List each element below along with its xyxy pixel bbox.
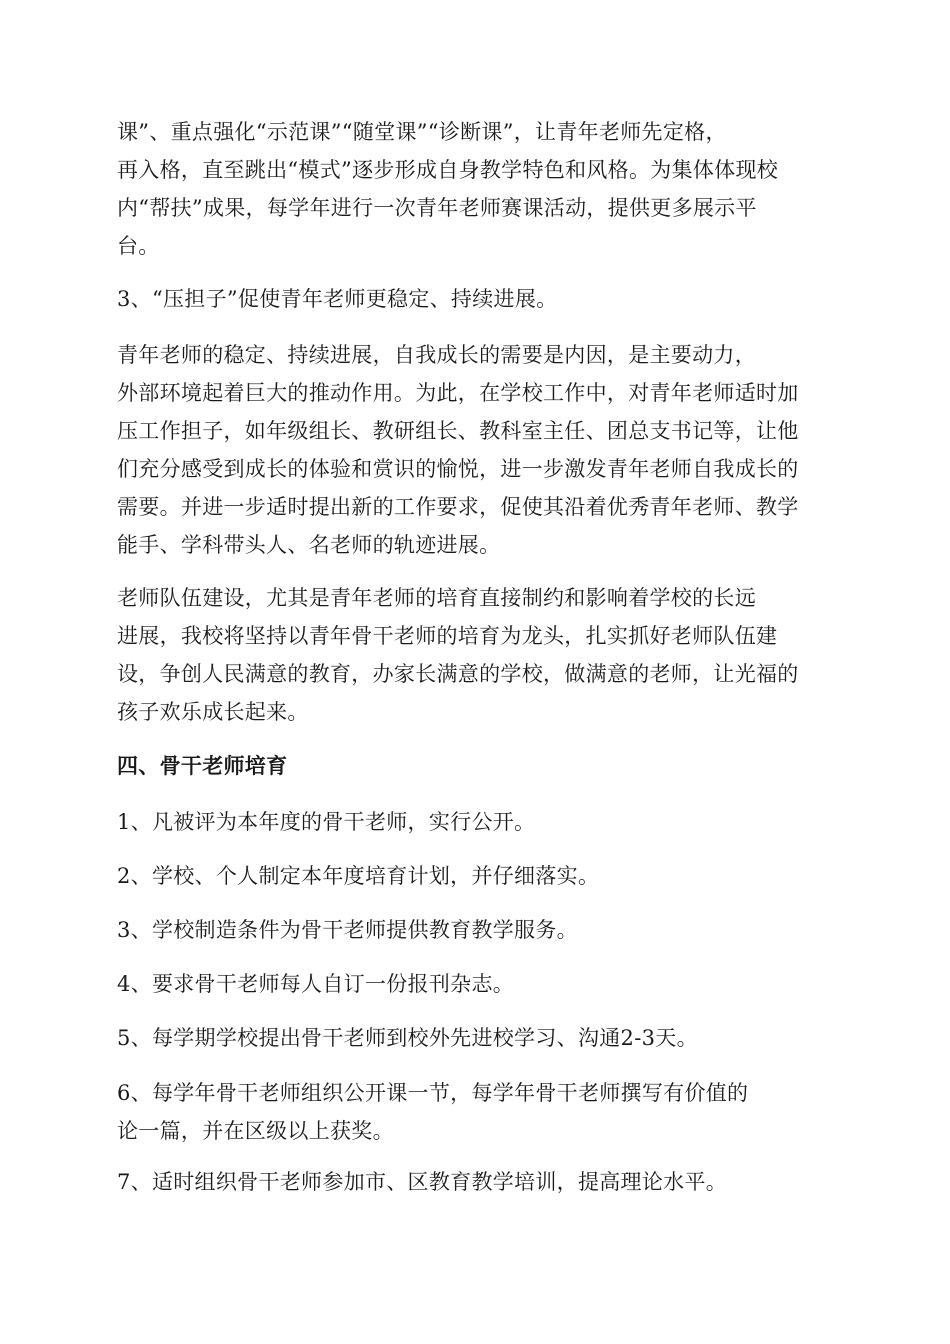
text-line: 能手、学科带头人、名老师的轨迹进展。 xyxy=(117,533,501,557)
text-line: 需要。并进一步适时提出新的工作要求，促使其沿着优秀青年老师、教学 xyxy=(117,495,799,519)
text-line: 5、每学期学校提出骨干老师到校外先进校学习、沟通2-3天。 xyxy=(117,1026,698,1050)
paragraph-item-3-burden xyxy=(117,280,837,318)
text-line: 台。 xyxy=(117,234,160,258)
text-line: 4、要求骨干老师每人自订一份报刊杂志。 xyxy=(117,972,515,996)
text-line: 课”、重点强化“示范课”“随堂课”“诊断课”，让青年老师先定格， xyxy=(117,120,727,144)
list-item-5 xyxy=(117,1019,837,1057)
text-line: 外部环境起着巨大的推动作用。为此，在学校工作中，对青年老师适时加 xyxy=(117,381,799,405)
text-line: 1、凡被评为本年度的骨干老师，实行公开。 xyxy=(117,810,536,834)
text-line: 再入格，直至跳出“模式”逐步形成自身教学特色和风格。为集体体现校 xyxy=(117,158,779,182)
text-line: 3、学校制造条件为骨干老师提供教育教学服务。 xyxy=(117,918,578,942)
paragraph-young-teacher-growth xyxy=(117,336,837,564)
text-line: 7、适时组织骨干老师参加市、区教育教学培训，提高理论水平。 xyxy=(117,1170,728,1194)
text-line: 6、每学年骨干老师组织公开课一节，每学年骨干老师撰写有价值的 xyxy=(117,1081,749,1105)
text-line: 3、“压担子”促使青年老师更稳定、持续进展。 xyxy=(117,287,558,311)
text-line: 2、学校、个人制定本年度培育计划，并仔细落实。 xyxy=(117,864,600,888)
list-item-1 xyxy=(117,803,837,841)
text-line: 青年老师的稳定、持续进展，自我成长的需要是内因，是主要动力， xyxy=(117,343,756,367)
text-line: 老师队伍建设，尤其是青年老师的培育直接制约和影响着学校的长远 xyxy=(117,586,756,610)
text-line: 论一篇，并在区级以上获奖。 xyxy=(117,1119,394,1143)
section-heading xyxy=(117,747,837,785)
text-line: 孩子欢乐成长起来。 xyxy=(117,700,309,724)
list-item-3 xyxy=(117,911,837,949)
text-line: 进展，我校将坚持以青年骨干老师的培育为龙头，扎实抓好老师队伍建 xyxy=(117,624,778,648)
text-line: 压工作担子，如年级组长、教研组长、教科室主任、团总支书记等，让他 xyxy=(117,419,799,443)
text-line: 内“帮扶”成果，每学年进行一次青年老师赛课活动，提供更多展示平 xyxy=(117,196,757,220)
list-item-2 xyxy=(117,857,837,895)
paragraph-peer-help xyxy=(117,113,837,265)
list-item-6 xyxy=(117,1074,837,1150)
list-item-4 xyxy=(117,965,837,1003)
list-item-7 xyxy=(117,1163,837,1201)
paragraph-team-building xyxy=(117,579,837,731)
heading-text: 四、骨干老师培育 xyxy=(117,754,288,778)
text-line: 设，争创人民满意的教育，办家长满意的学校，做满意的老师，让光福的 xyxy=(117,662,799,686)
text-line: 们充分感受到成长的体验和赏识的愉悦，进一步激发青年老师自我成长的 xyxy=(117,457,799,481)
